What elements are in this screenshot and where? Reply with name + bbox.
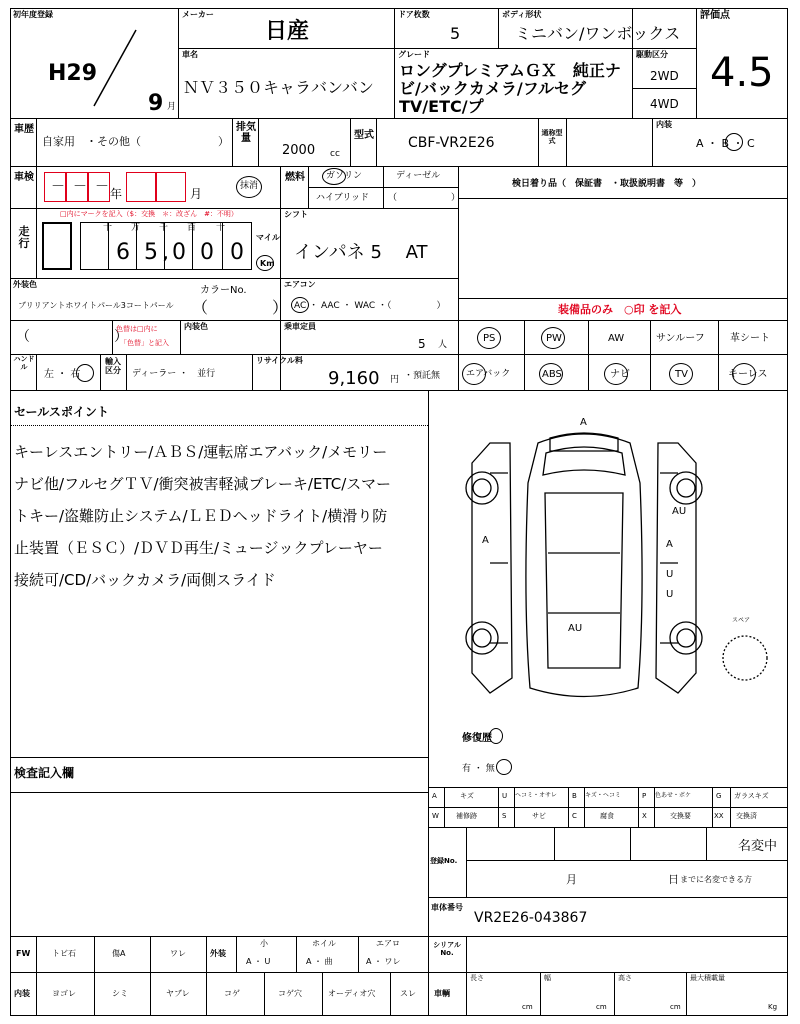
month-unit: 月 (167, 102, 177, 112)
recycle-label: リサイクル料 (256, 356, 303, 365)
handle-label: ハンドル (13, 355, 35, 371)
fw-chip: トビ石 (52, 949, 76, 958)
mileage-box-0 (42, 222, 72, 270)
expired-circle (236, 176, 262, 198)
handle-circle (76, 364, 94, 382)
spare-label: スペア (732, 617, 751, 624)
fuel-label: 燃料 (285, 172, 305, 183)
recycle-unit: 円 (390, 375, 400, 385)
car-damage-diagram (450, 413, 770, 713)
common-model-label: 通称型式 (541, 129, 563, 145)
equip-ps: PS (483, 333, 496, 344)
disp-value: 2000 (282, 143, 316, 158)
inspection-label: 車検 (14, 172, 34, 183)
first-reg-label: 初年度登録 (13, 10, 53, 19)
equip-tv: TV (675, 369, 688, 380)
mile-label: マイル (256, 233, 280, 242)
car-name-label: 車名 (182, 50, 198, 59)
mileage-digit-5: 0 (230, 240, 244, 265)
capacity-value: 5 (418, 337, 426, 351)
color-change-note-1: 色替は□内に (116, 325, 158, 333)
equip-pw: PW (546, 333, 562, 344)
aircon-label: エアコン (284, 280, 316, 289)
sales-line-1: キーレスエントリー/ＡＢＳ/運転席エアバック/メモリー (14, 443, 388, 461)
doors-value: 5 (450, 24, 461, 43)
reg-deadline: までに名変できる方 (680, 875, 752, 884)
fuel-other: （ ） (388, 193, 461, 203)
interior-label: 内装 (656, 120, 672, 129)
damage-left: A (482, 535, 489, 546)
sales-points-body (14, 436, 426, 596)
damage-right-front: AU (672, 506, 687, 517)
disp-unit: cc (330, 149, 340, 159)
fw-scratch: 傷A (112, 949, 126, 958)
interior-grade: A ・ B ・ C (696, 137, 755, 150)
fuel-gasoline: ガソリン (326, 171, 363, 181)
reg-day: 日 (668, 873, 679, 886)
sales-line-5: 接続可/CD/バックカメラ/両側スライド (14, 571, 276, 589)
maker-label: メーカー (182, 10, 214, 19)
equip-abs: ABS (542, 369, 562, 380)
model-value: CBF-VR2E26 (408, 135, 495, 151)
recycle-value: 9,160 (328, 368, 380, 389)
capacity-label: 乗車定員 (284, 322, 316, 331)
aircon-value: AC ・ AAC ・ WAC ・（ ） (294, 301, 446, 311)
sales-line-4: 止装置（ＥＳＣ）/ＤＶＤ再生/ミュージックプレーヤー (14, 539, 383, 557)
chassis-label: 車体番号 (431, 903, 463, 912)
date-slash (90, 28, 140, 108)
score-label: 評価点 (700, 10, 730, 21)
equipment-title: 装備品のみ ○印 を記入 (558, 303, 682, 316)
import-label: 輸入区分 (105, 357, 121, 375)
mileage-digit-3: 0 (172, 240, 186, 265)
repair-value: 有 ・ 無 (462, 764, 495, 774)
first-reg-month: 9 (148, 91, 164, 116)
equip-leather: 革シート (730, 333, 770, 344)
color-change-value: （ ） (16, 329, 128, 345)
model-label: 型式 (354, 130, 374, 141)
grade-value: ロングプレミアムＧＸ 純正ナビ/バックカメラ/フルセグTV/ETC/プ (399, 62, 621, 116)
ext-label: 外装 (210, 949, 226, 958)
mileage-digit-2: 5 (144, 240, 158, 265)
fw-crack: ワレ (170, 949, 186, 958)
disp-label: 排気量 (236, 122, 256, 144)
color-value: ブリリアントホワイトパール3コートパール (18, 301, 174, 310)
drive-2wd: 2WD (650, 69, 679, 83)
name-change: 名変中 (738, 839, 778, 854)
fuel-diesel: ディーゼル (396, 171, 441, 181)
recycle-deposit: ・預託無 (404, 371, 441, 381)
insp-expired: 抹消 (240, 181, 259, 191)
equip-aw: AW (608, 333, 625, 344)
color-no-value: （ ） (192, 298, 289, 317)
mileage-digit-4: 0 (200, 240, 214, 265)
damage-front: A (580, 417, 587, 428)
insp-year-unit: 年 (110, 187, 123, 201)
history-value: 自家用 ・その他（ ） (42, 135, 229, 148)
reg-month: 月 (566, 873, 577, 886)
km-circle (256, 255, 274, 271)
int-label: 内装 (14, 989, 30, 998)
doors-label: ドア枚数 (398, 10, 430, 19)
gasoline-circle (322, 168, 346, 185)
drive-label: 駆動区分 (636, 50, 668, 59)
sales-line-2: ナビ他/フルセグＴＶ/衝突被害軽減ブレーキ/ETC/スマー (14, 475, 391, 493)
inspection-notes-title: 検査記入欄 (14, 766, 75, 780)
mileage-digit-1: 6 (116, 240, 130, 265)
damage-right-3: U (666, 589, 674, 600)
damage-right-1: A (666, 539, 673, 550)
serial-label: シリアルNo. (433, 941, 461, 957)
interior-color-label: 内装色 (184, 322, 208, 331)
auction-sheet: 初年度登録 H29 9 月 メーカー 日産 ドア枚数 5 ボディ形状 ミニバン/ワンボックス 評価点 4.5 車名 ＮＶ３５０キャラバンバン グレード ロングプレミアムＧＸ 純正ナビ/バックカメラ/フルセグTV/ETC/プ 駆動区分 2WD 4WD 車歴 自家用 ・その他（ ） 排気量 2000 cc 型式 CBF-VR2E26 通称型式 内装 A ・ B ・ C 車検 － － － 年 月 抹消 燃料 ガソリン ディーゼル ハイブリッド （ ） 検日着り品（ 保証書 ・取扱説明書 等 ） 走行 □内にマークを記入（$：交換 ＊：改ざん #：不明） 十 万 千 百 十 6 5 , 0 0 0 マイル Km シフト インパネ 5 AT 外装色 ブリリアントホワイトパール3コートパール カラーNo. （ ） エアコン AC ・ AAC ・ WAC ・（ ） 装備品のみ ○印 を記入 （ ） 色替は□内に 「色替」と記入 内装色 乗車定員 5 人 PS PW AW サンルーフ 革シート エアバック ABS ナビ TV キーレス ハンドル 左 ・ 右 輸入区分 ディーラー ・ 並行 リサイクル料 9,160 円 ・預託無 セールスポイント キーレスエントリー/ＡＢＳ/運転席エアバック/メモリー ナビ他/フルセグＴＶ/衝突被害軽減ブレーキ/ETC/スマー トキー/盗難防止システム/ＬＥＤヘッドライト/横滑り防 止装置（ＥＳＣ）/ＤＶＤ再生/ミュージックプレーヤー 接続可/CD/バックカメラ/両側スライド A AU A A U U AU スペア 修復歴 有 ・ 無 検査記入欄 A キズ U ヘコミ・オサレ B キズ・ヘコミ P 色あせ・ボケ G ガラスキズ W 補修跡 S サビ C 腐食 X 交換要 XX 交換済 登録No. 名変中 月 日 までに名変できる方 車体番号 VR2E26-043867 FW トビ石 傷A ワレ 外装 小 A ・ U ホイル A ・ 曲 エアロ A ・ ワレ シリアルNo. 内装 ヨゴレ シミ ヤブレ コゲ コゲ穴 オーディオ穴 スレ 車輌 長さ cm 幅 cm 高さ cm 最大積載量 Kg (10, 8, 788, 1016)
color-change-note-2: 「色替」と記入 (120, 339, 169, 347)
dims-label: 車輌 (434, 989, 450, 998)
shift-label: シフト (284, 210, 308, 219)
insp-month-box-1 (126, 172, 156, 202)
body-label: ボディ形状 (502, 10, 542, 19)
repair-none-circle (496, 759, 512, 775)
capacity-unit: 人 (438, 340, 448, 350)
sales-line-3: トキー/盗難防止システム/ＬＥＤヘッドライト/横滑り防 (14, 507, 388, 525)
chassis-value: VR2E26-043867 (474, 910, 588, 926)
fw-label: FW (16, 949, 31, 958)
first-reg-era: H29 (48, 61, 98, 86)
fuel-hybrid: ハイブリッド (316, 193, 370, 203)
score-value: 4.5 (710, 50, 774, 96)
repair-label: 修復歴 (462, 733, 492, 744)
damage-rear: AU (568, 623, 583, 634)
damage-right-2: U (666, 569, 674, 580)
equip-keyless: キーレス (728, 369, 768, 380)
km-label: Km (260, 259, 275, 268)
grade-label: グレード (398, 50, 430, 59)
maker-value: 日産 (265, 19, 310, 44)
equip-sunroof: サンルーフ (656, 333, 705, 344)
mileage-note: □内にマークを記入（$：交換 ＊：改ざん #：不明） (60, 210, 238, 218)
shift-value: インパネ 5 AT (294, 242, 428, 263)
color-label: 外装色 (13, 280, 37, 289)
mileage-label: 走行 (18, 225, 30, 251)
sales-points-title: セールスポイント (14, 405, 109, 419)
handle-value: 左 ・ 右 (44, 369, 81, 380)
ac-circle (291, 297, 309, 313)
history-label: 車歴 (14, 124, 34, 135)
interior-grade-circle (725, 133, 743, 151)
insp-month-box-2 (156, 172, 186, 202)
insp-month-unit: 月 (190, 187, 203, 201)
docs-label: 検日着り品（ 保証書 ・取扱説明書 等 ） (512, 179, 702, 189)
body-value: ミニバン/ワンボックス (515, 24, 681, 43)
equip-navi: ナビ (610, 369, 630, 380)
color-no-label: カラーNo. (200, 285, 247, 296)
drive-4wd: 4WD (650, 97, 679, 111)
equip-airbag: エアバック (466, 369, 511, 379)
registration-label: 登録No. (430, 857, 458, 865)
car-name-value: ＮＶ３５０キャラバンバン (183, 78, 374, 97)
import-value: ディーラー ・ 並行 (132, 369, 216, 379)
